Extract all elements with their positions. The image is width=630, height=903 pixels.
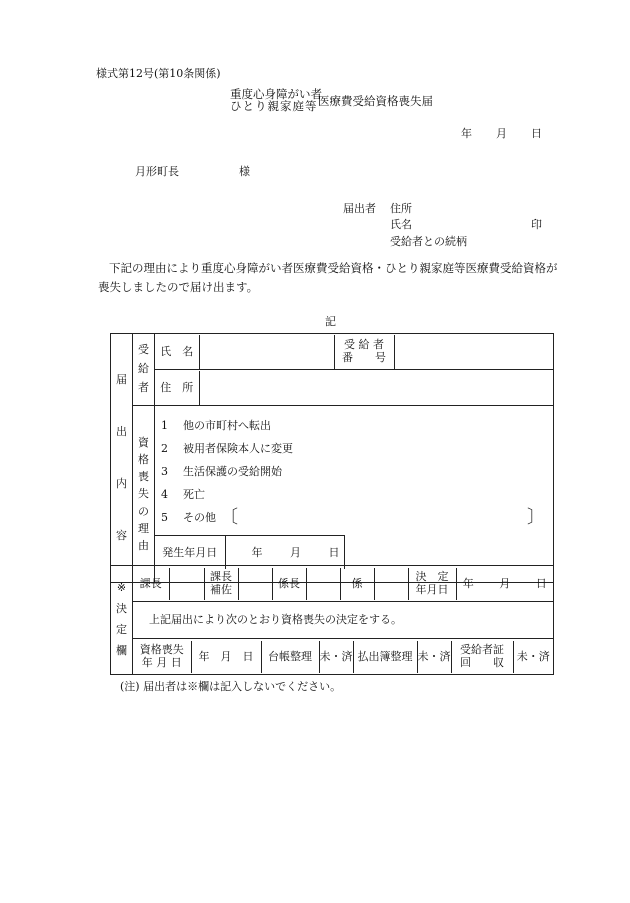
address-label: 住 所 — [155, 371, 199, 405]
recipient-header: 受 給 者 — [133, 334, 155, 406]
reason-header: 資 格 喪 失 の 理 由 — [133, 406, 155, 583]
subsection-chief-label: 係長 — [272, 568, 306, 600]
subsection-chief-stamp[interactable] — [306, 568, 340, 600]
name-field[interactable] — [199, 335, 334, 369]
payout-register-label: 払出簿整理 — [353, 641, 417, 673]
loss-date-field[interactable]: 年 月 日 — [191, 641, 261, 673]
reason-item[interactable]: 1 他の市町村へ転出 — [161, 418, 271, 432]
payout-register-status[interactable]: 未・済 — [417, 641, 451, 673]
title-line-2: ひとり親家庭等 — [230, 99, 318, 113]
date-month: 月 — [496, 127, 507, 140]
ledger-status[interactable]: 未・済 — [319, 641, 353, 673]
reason-item[interactable]: 2 被用者保険本人に変更 — [161, 441, 293, 455]
reason-item[interactable]: 3 生活保護の受給開始 — [161, 464, 282, 478]
decision-statement: 上記届出により次のとおり資格喪失の決定をする。 — [133, 602, 554, 639]
notification-table — [110, 333, 554, 583]
name-label: 氏 名 — [155, 335, 199, 369]
address-row — [155, 371, 553, 405]
applicant-name-label: 氏名 — [390, 218, 412, 231]
reason-list — [155, 406, 553, 535]
date-day: 日 — [531, 127, 542, 140]
occurrence-date-label: 発生年月日 — [155, 536, 225, 570]
approval-row — [133, 568, 553, 600]
section-chief-label: 課長 — [133, 568, 169, 600]
loss-date-label: 資格喪失 年 月 日 — [133, 641, 191, 673]
notification-content-header: 届 出 内 容 — [111, 334, 133, 583]
section-chief-stamp[interactable] — [169, 568, 204, 600]
right-bracket: 〕 — [527, 506, 545, 528]
name-row — [155, 335, 553, 369]
occurrence-date-field[interactable]: 年 月 日 — [225, 536, 345, 570]
recipient-number-label: 受 給 者 番 号 — [334, 335, 394, 369]
processing-row — [133, 641, 553, 673]
deputy-chief-label: 課長 補佐 — [204, 568, 238, 600]
left-bracket: 〔 — [220, 506, 238, 528]
recipient-number-field[interactable] — [394, 335, 553, 369]
footnote: (注) 届出者は※欄は記入しないでください。 — [120, 680, 342, 693]
applicant-label: 届出者 — [343, 202, 376, 215]
ledger-label: 台帳整理 — [261, 641, 319, 673]
decision-header: ※ 決 定 欄 — [111, 566, 133, 675]
title-line-1: 重度心身障がい者 — [230, 87, 322, 101]
honorific: 様 — [239, 165, 250, 178]
relation-label: 受給者との続柄 — [390, 235, 467, 248]
ki-label: 記 — [325, 315, 336, 328]
decision-table — [110, 565, 554, 675]
applicant-address-label: 住所 — [390, 202, 412, 215]
decision-date-field[interactable]: 年 月 日 — [456, 568, 553, 600]
certificate-collection-label: 受給者証 回 収 — [451, 641, 513, 673]
occurrence-date-row — [155, 535, 345, 569]
seal-mark: 印 — [531, 218, 542, 231]
date-year: 年 — [461, 127, 472, 140]
staff-label: 係 — [340, 568, 374, 600]
body-paragraph: 下記の理由により重度心身障がい者医療費受給資格・ひとり親家庭等医療費受給資格が喪失しましたので届け出ます。 — [98, 261, 558, 294]
form-number: 様式第12号(第10条関係) — [96, 67, 221, 80]
certificate-collection-status[interactable]: 未・済 — [513, 641, 553, 673]
deputy-chief-stamp[interactable] — [238, 568, 272, 600]
staff-stamp[interactable] — [374, 568, 408, 600]
address-field[interactable] — [199, 371, 553, 405]
reason-item-other[interactable]: 5 その他 〔 〕 — [161, 506, 545, 528]
decision-date-label: 決 定 年月日 — [408, 568, 456, 600]
addressee: 月形町長 — [135, 165, 179, 178]
reason-item[interactable]: 4 死亡 — [161, 487, 205, 501]
form-title: 医療費受給資格喪失届 — [318, 94, 433, 108]
